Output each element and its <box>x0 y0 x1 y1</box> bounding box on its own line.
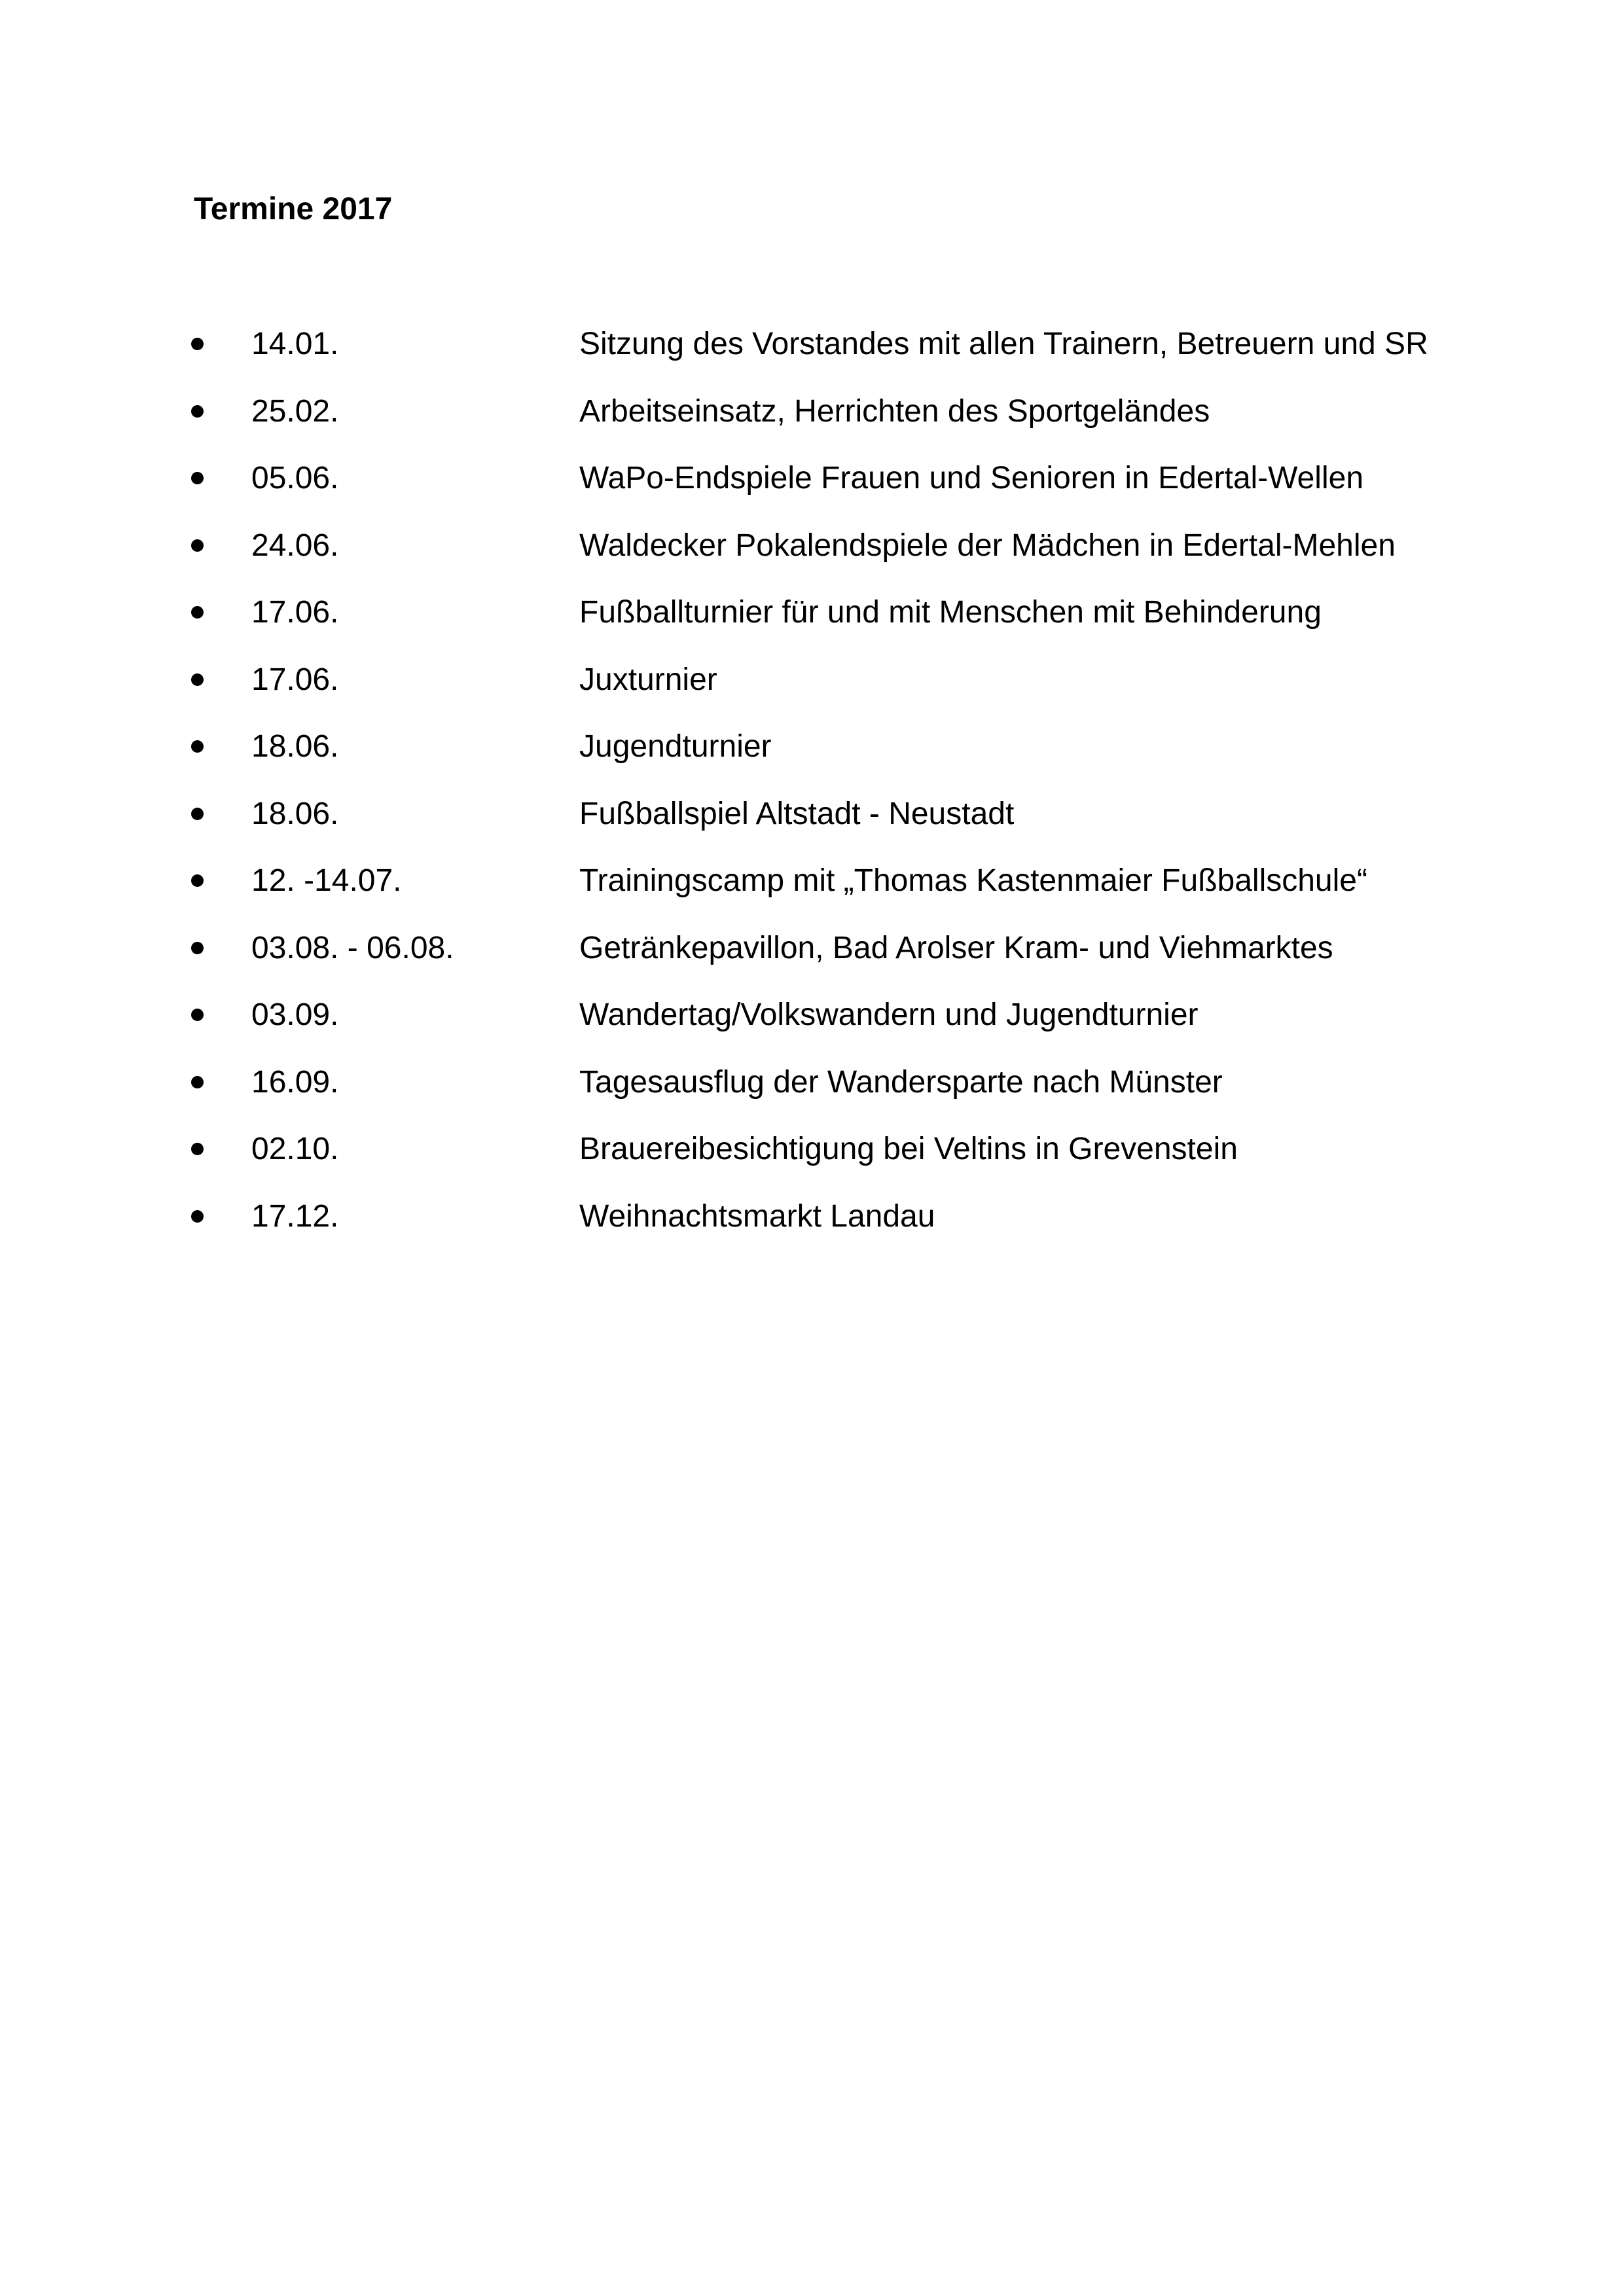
event-description: Wandertag/Volkswandern und Jugendturnier <box>579 997 1199 1032</box>
bullet-icon <box>191 874 204 887</box>
bullet-icon <box>191 673 204 686</box>
event-description: Fußballspiel Altstadt - Neustadt <box>579 796 1015 831</box>
list-item <box>0 795 1624 862</box>
event-description: Waldecker Pokalendspiele der Mädchen in Edertal-Mehlen <box>579 528 1396 563</box>
list-item <box>0 660 1624 728</box>
event-description: Juxturnier <box>579 662 717 697</box>
event-description: Getränkepavillon, Bad Arolser Kram- und Viehmarktes <box>579 930 1333 965</box>
list-item <box>0 727 1624 795</box>
event-date: 12. -14.07. <box>251 863 402 898</box>
event-description: Brauereibesichtigung bei Veltins in Grevenstein <box>579 1132 1238 1166</box>
event-date: 03.09. <box>251 997 339 1032</box>
event-date: 02.10. <box>251 1132 339 1166</box>
event-date: 03.08. - 06.08. <box>251 930 454 965</box>
event-date: 17.06. <box>251 595 339 630</box>
event-date: 05.06. <box>251 461 339 495</box>
list-item <box>0 1197 1624 1265</box>
event-date: 18.06. <box>251 729 339 764</box>
event-description: Fußballturnier für und mit Menschen mit Behinderung <box>579 595 1322 630</box>
bullet-icon <box>191 1210 204 1223</box>
bullet-icon <box>191 1009 204 1021</box>
bullet-icon <box>191 606 204 619</box>
list-item <box>0 996 1624 1063</box>
bullet-icon <box>191 1076 204 1088</box>
page-title: Termine 2017 <box>194 192 393 226</box>
bullet-icon <box>191 472 204 484</box>
list-item <box>0 1130 1624 1197</box>
event-description: Trainingscamp mit „Thomas Kastenmaier Fußballschule“ <box>579 863 1367 898</box>
list-item <box>0 392 1624 459</box>
event-description: Tagesausflug der Wandersparte nach Münster <box>579 1064 1223 1100</box>
event-date: 14.01. <box>251 327 339 361</box>
list-item <box>0 1063 1624 1130</box>
event-date: 25.02. <box>251 393 339 429</box>
bullet-icon <box>191 338 204 350</box>
list-item <box>0 325 1624 392</box>
list-item <box>0 861 1624 929</box>
event-date: 17.06. <box>251 662 339 697</box>
bullet-icon <box>191 539 204 552</box>
bullet-icon <box>191 808 204 820</box>
event-date: 16.09. <box>251 1064 339 1100</box>
event-description: Jugendturnier <box>579 729 772 764</box>
event-description: Sitzung des Vorstandes mit allen Trainern, Betreuern und SR <box>579 327 1428 361</box>
bullet-icon <box>191 1143 204 1155</box>
event-list <box>0 325 1624 1264</box>
event-description: Weihnachtsmarkt Landau <box>579 1198 935 1234</box>
list-item <box>0 929 1624 996</box>
event-date: 24.06. <box>251 528 339 563</box>
event-description: WaPo-Endspiele Frauen und Senioren in Edertal-Wellen <box>579 461 1364 495</box>
event-date: 18.06. <box>251 796 339 831</box>
list-item <box>0 593 1624 660</box>
event-description: Arbeitseinsatz, Herrichten des Sportgeländes <box>579 393 1210 429</box>
bullet-icon <box>191 405 204 418</box>
event-date: 17.12. <box>251 1198 339 1234</box>
list-item <box>0 526 1624 594</box>
list-item <box>0 459 1624 526</box>
bullet-icon <box>191 942 204 954</box>
bullet-icon <box>191 740 204 753</box>
